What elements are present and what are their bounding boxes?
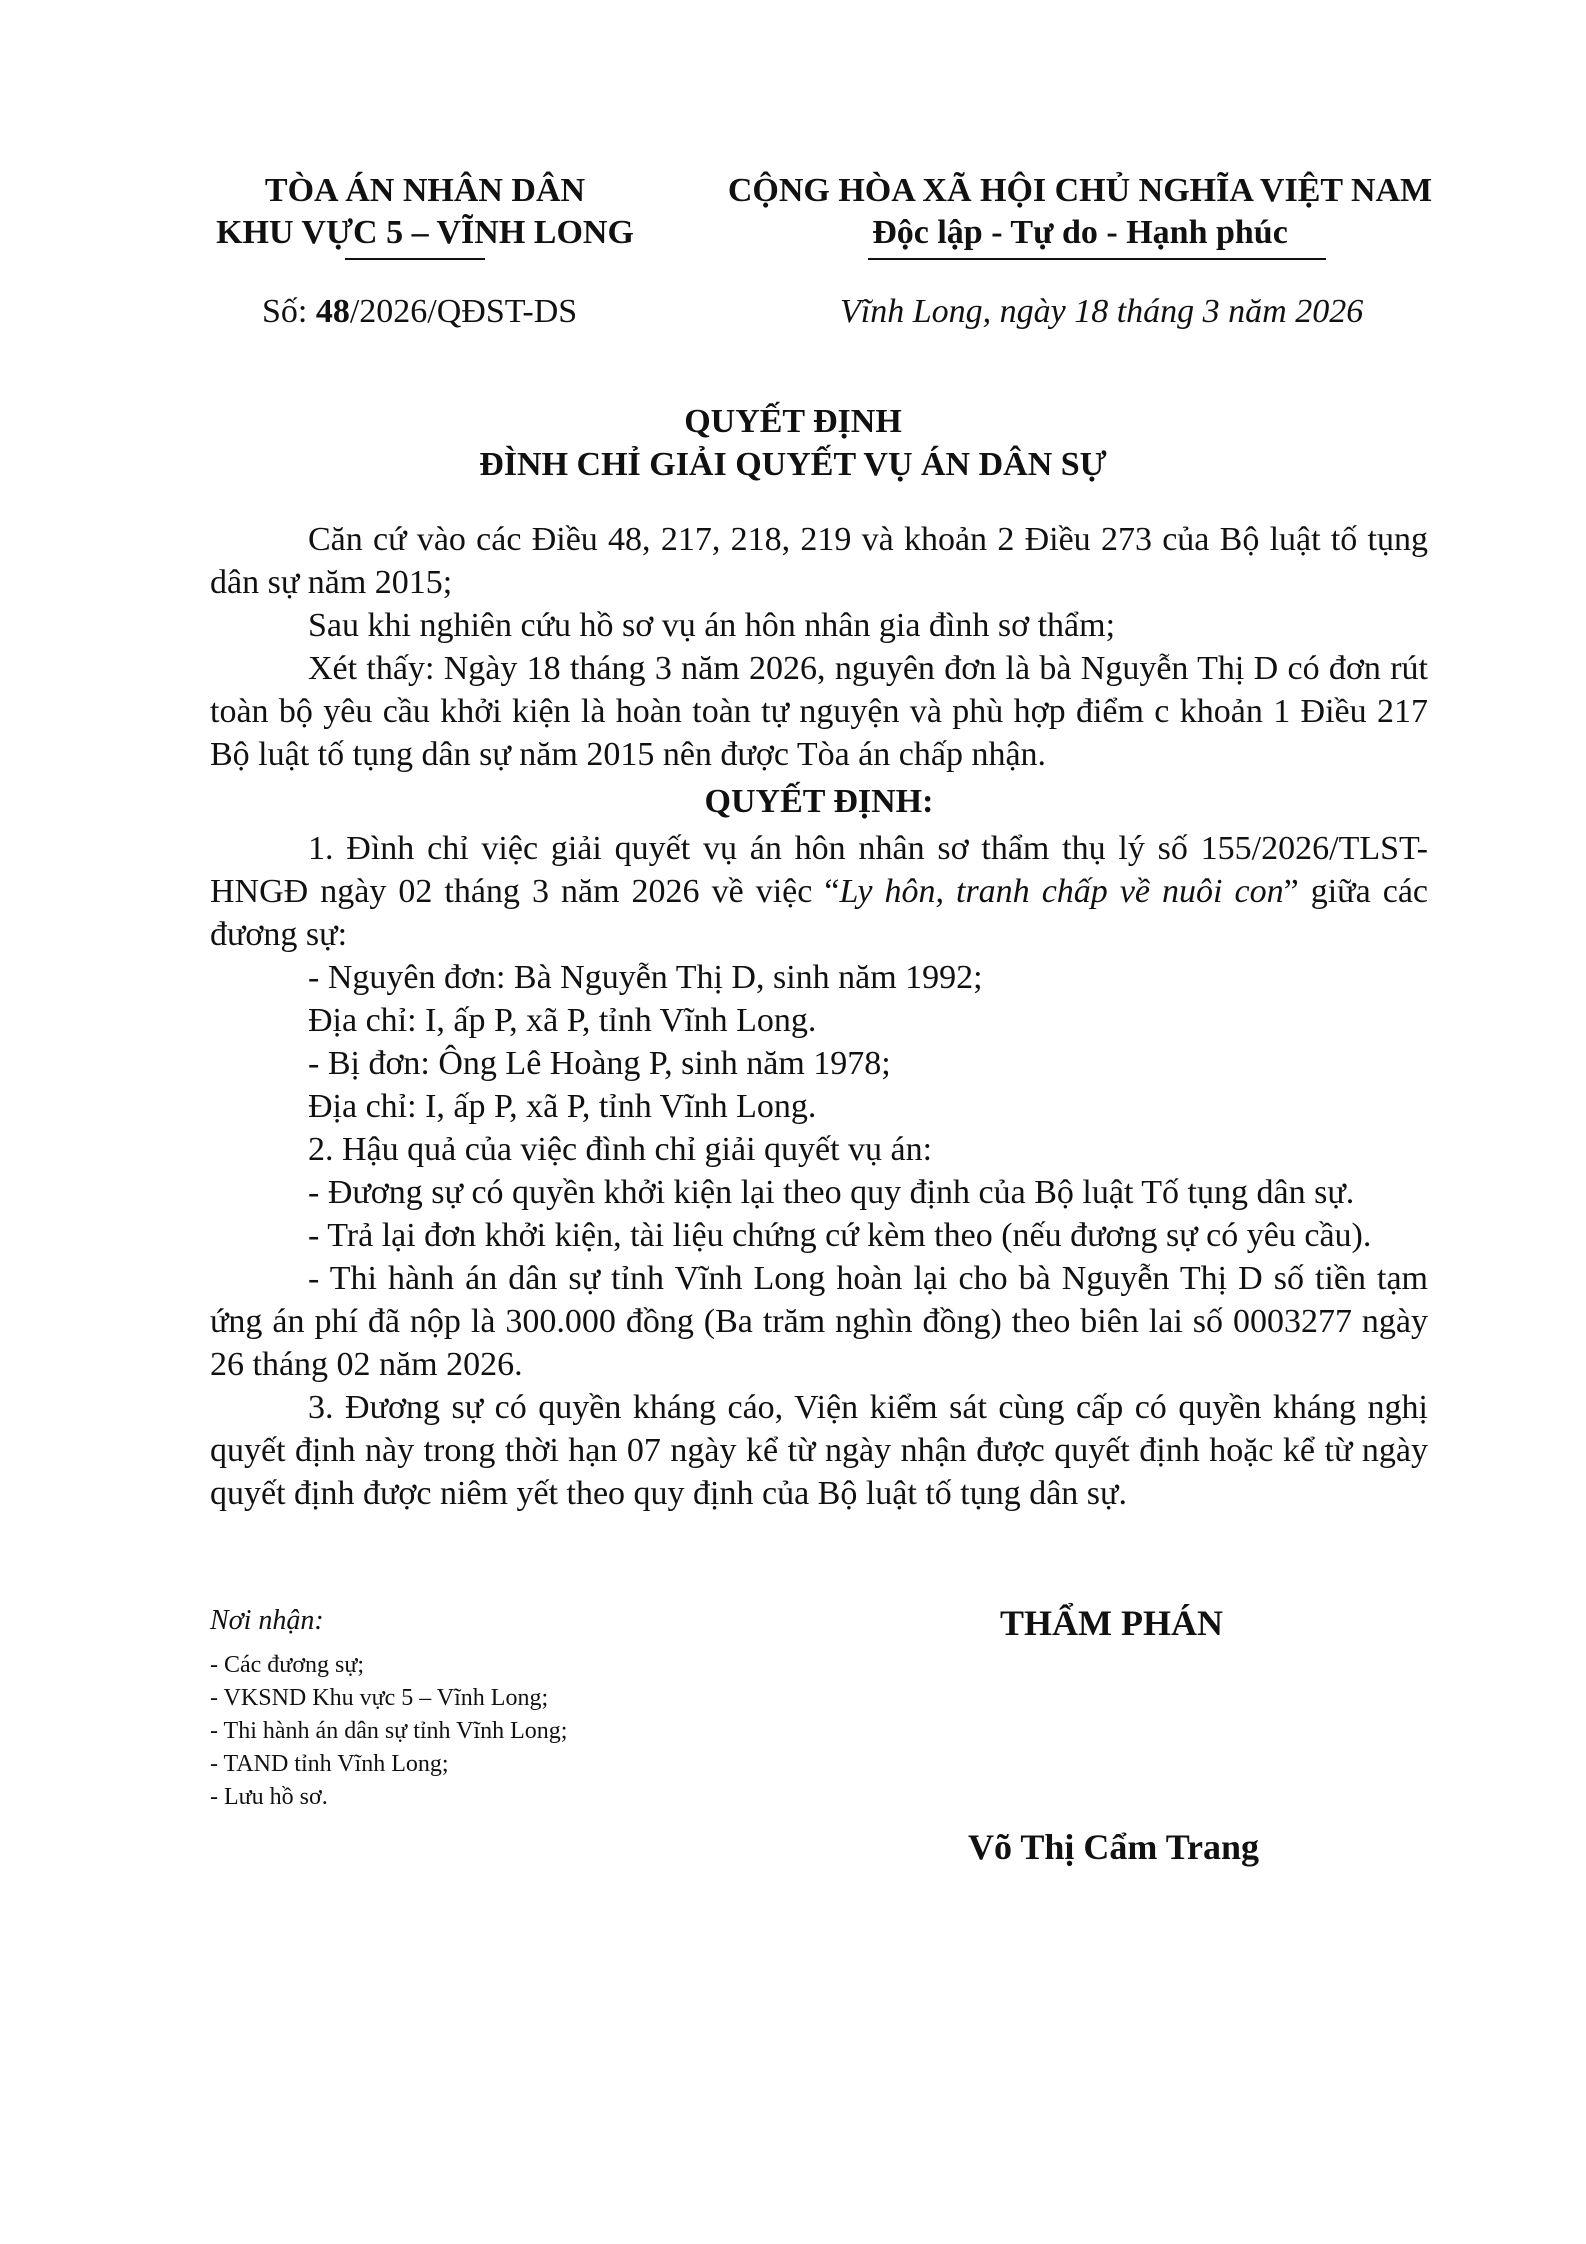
legal-basis: Căn cứ vào các Điều 48, 217, 218, 219 và khoản 2 Điều 273 của Bộ luật tố tụng dân sự năm 2015; (210, 521, 1428, 601)
national-motto: Độc lập - Tự do - Hạnh phúc (872, 214, 1288, 251)
court-header (190, 170, 660, 254)
recipient-item: - Lưu hồ sơ. (210, 1784, 328, 1810)
document-number: Số: 48/2026/QĐST-DS (262, 293, 578, 330)
case-subject: Ly hôn, tranh chấp về nuôi con (839, 873, 1284, 910)
document-body (210, 518, 1428, 1515)
after-study: Sau khi nghiên cứu hồ sơ vụ án hôn nhân gia đình sơ thẩm; (308, 607, 1116, 644)
court-region: KHU VỰC 5 – VĨNH LONG (216, 214, 634, 251)
decision-item-2b: - Trả lại đơn khởi kiện, tài liệu chứng cứ kèm theo (nếu đương sự có yêu cầu). (308, 1217, 1372, 1254)
decision-item-2a: - Đương sự có quyền khởi kiện lại theo quy định của Bộ luật Tố tụng dân sự. (308, 1174, 1355, 1211)
decision-item-2c: - Thi hành án dân sự tỉnh Vĩnh Long hoàn lại cho bà Nguyễn Thị D số tiền tạm ứng án phí đã nộp là 300.000 đồng (Ba trăm nghìn đồng) theo biên lai số 0003277 ngày 26 tháng 02 năm 2026. (210, 1260, 1428, 1383)
recipient-item: - Các đương sự; (210, 1652, 365, 1678)
decision-item-3: 3. Đương sự có quyền kháng cáo, Viện kiểm sát cùng cấp có quyền kháng nghị quyết định này trong thời hạn 07 ngày kể từ ngày nhận được quyết định hoặc kể từ ngày quyết định được niêm yết theo quy định của Bộ luật tố tụng dân sự. (210, 1389, 1428, 1512)
title-line-2: ĐÌNH CHỈ GIẢI QUYẾT VỤ ÁN DÂN SỰ (479, 446, 1107, 483)
motto-underline (868, 258, 1326, 260)
defendant-address: Địa chỉ: I, ấp P, xã P, tỉnh Vĩnh Long. (308, 1088, 817, 1125)
recipient-item: - TAND tỉnh Vĩnh Long; (210, 1751, 449, 1777)
decision-item-2: 2. Hậu quả của việc đình chỉ giải quyết vụ án: (308, 1131, 933, 1168)
recipients-block (210, 1603, 770, 1814)
recipients-label: Nơi nhận: (210, 1605, 324, 1636)
plaintiff: - Nguyên đơn: Bà Nguyễn Thị D, sinh năm 1992; (308, 959, 983, 996)
document-number-value: 48 (315, 293, 350, 330)
judge-title: THẨM PHÁN (1000, 1603, 1223, 1643)
document-date: Vĩnh Long, ngày 18 tháng 3 năm 2026 (840, 293, 1364, 330)
judge-name: Võ Thị Cẩm Trang (968, 1827, 1260, 1867)
document-title (0, 400, 1586, 486)
national-header (700, 170, 1460, 254)
decision-item-1: 1. Đình chỉ việc giải quyết vụ án hôn nhân sơ thẩm thụ lý số 155/2026/TLST-HNGĐ ngày 02 tháng 3 năm 2026 về việc “Ly hôn, tranh chấp về nuôi con” giữa các đương sự: (210, 830, 1428, 953)
recipient-item: - Thi hành án dân sự tỉnh Vĩnh Long; (210, 1718, 568, 1744)
plaintiff-address: Địa chỉ: I, ấp P, xã P, tỉnh Vĩnh Long. (308, 1002, 817, 1039)
court-underline (345, 258, 485, 260)
country-name: CỘNG HÒA XÃ HỘI CHỦ NGHĨA VIỆT NAM (727, 172, 1433, 209)
consideration: Xét thấy: Ngày 18 tháng 3 năm 2026, nguyên đơn là bà Nguyễn Thị D có đơn rút toàn bộ yêu cầu khởi kiện là hoàn toàn tự nguyện và phù hợp điểm c khoản 1 Điều 217 Bộ luật tố tụng dân sự năm 2015 nên được Tòa án chấp nhận. (210, 650, 1428, 773)
recipient-item: - VKSND Khu vực 5 – Vĩnh Long; (210, 1685, 549, 1711)
decision-heading: QUYẾT ĐỊNH: (704, 783, 934, 820)
court-name: TÒA ÁN NHÂN DÂN (264, 172, 586, 209)
defendant: - Bị đơn: Ông Lê Hoàng P, sinh năm 1978; (308, 1045, 891, 1082)
title-line-1: QUYẾT ĐỊNH (684, 403, 902, 440)
